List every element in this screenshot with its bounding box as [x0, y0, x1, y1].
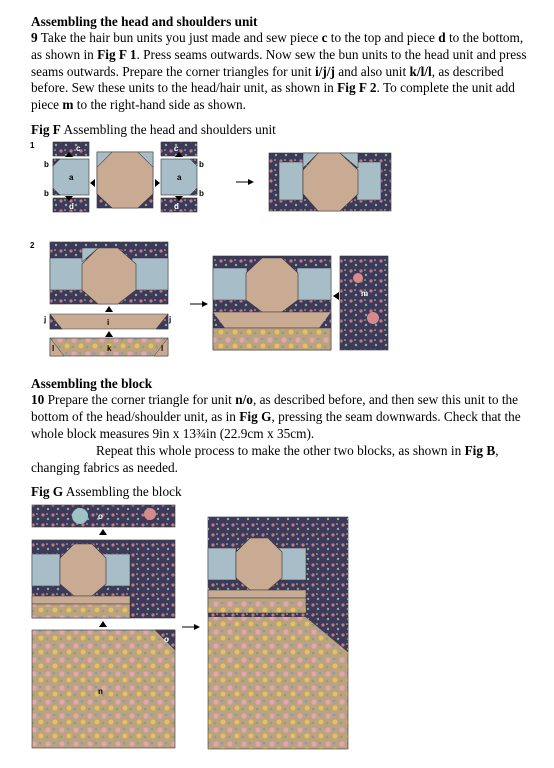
svg-text:l: l	[52, 344, 55, 353]
bold-run: Fig F 1	[97, 46, 137, 62]
svg-text:c: c	[76, 144, 81, 153]
bold-run: d	[438, 30, 446, 45]
text-run: , pressing the seam downwards. Check that the whole block measures 9in x 13¾in (22.9cm x 35cm).	[31, 408, 521, 441]
text-run: to the top and piece	[327, 30, 439, 45]
svg-text:b: b	[44, 189, 49, 198]
svg-text:j: j	[44, 315, 47, 324]
text-run: , as described before, and then sew this unit to the bottom of the head/shoulder unit, as in	[31, 392, 519, 424]
repeat-paragraph	[31, 443, 531, 477]
text-run: . To complete the unit add piece	[31, 80, 515, 113]
bold-run: Fig B	[464, 443, 496, 458]
fig-g-caption	[31, 484, 182, 500]
bold-run: Fig G	[239, 408, 272, 424]
svg-text:d: d	[174, 202, 179, 211]
section-heading-block: Assembling the block	[31, 376, 153, 391]
bold-run: c	[321, 30, 328, 45]
label-n: n	[98, 687, 103, 696]
text-run: , as described before. Sew these units to the head/hair unit, as shown in	[31, 63, 504, 96]
fig-f-caption-text: Assembling the head and shoulders unit	[60, 122, 276, 137]
step-2-label: 2	[30, 241, 35, 250]
fig-f-step-1-diagram	[28, 138, 398, 222]
svg-text:o: o	[164, 635, 169, 644]
bold-run: i/j/j	[314, 63, 335, 79]
bold-run: 9	[31, 30, 38, 45]
svg-text:b: b	[199, 189, 204, 198]
step-10-paragraph	[31, 392, 531, 442]
svg-text:k: k	[107, 344, 112, 353]
svg-text:b: b	[44, 160, 49, 169]
svg-text:a: a	[69, 173, 74, 182]
bold-run: k/l/l	[409, 63, 432, 79]
text-run: Take the hair bun units you just made and sew piece	[37, 30, 322, 45]
svg-text:a: a	[177, 173, 182, 182]
text-run: . Press seams outwards. Now sew the bun units to the head unit and press seams outwards. Prepare the corner triangles for unit	[31, 46, 527, 79]
label-o: o	[98, 512, 103, 521]
text-run: and also unit	[334, 63, 410, 79]
fig-g-caption-label: Fig G	[31, 484, 64, 499]
svg-text:m: m	[361, 289, 369, 298]
bold-run: Fig F 2	[337, 80, 377, 96]
svg-text:i: i	[107, 318, 110, 327]
fig-g-diagram	[30, 502, 360, 752]
fig-f-caption	[31, 122, 276, 138]
bold-run: m	[62, 97, 74, 113]
fig-f-step-2-diagram	[28, 238, 398, 360]
svg-text:c: c	[174, 144, 179, 153]
bold-run: 10	[31, 392, 45, 407]
svg-text:j: j	[169, 315, 172, 324]
step-9-paragraph	[31, 30, 531, 114]
fig-f-caption-label: Fig F	[31, 122, 61, 137]
text-run: , changing fabrics as needed.	[31, 443, 499, 475]
fig-g-caption-text: Assembling the block	[63, 484, 182, 499]
text-run: to the bottom, as shown in	[31, 30, 524, 62]
section-heading-head-shoulders: Assembling the head and shoulders unit	[31, 14, 258, 29]
svg-text:b: b	[199, 160, 204, 169]
text-run: Prepare the corner triangle for unit	[44, 392, 236, 407]
bold-run: n/o	[235, 392, 253, 407]
text-run: Repeat this whole process to make the other two blocks, as shown in	[96, 443, 465, 458]
text-run: to the right-hand side as shown.	[73, 97, 246, 113]
step-1-label: 1	[30, 141, 35, 150]
svg-text:d: d	[69, 202, 74, 211]
svg-text:l: l	[161, 344, 164, 353]
